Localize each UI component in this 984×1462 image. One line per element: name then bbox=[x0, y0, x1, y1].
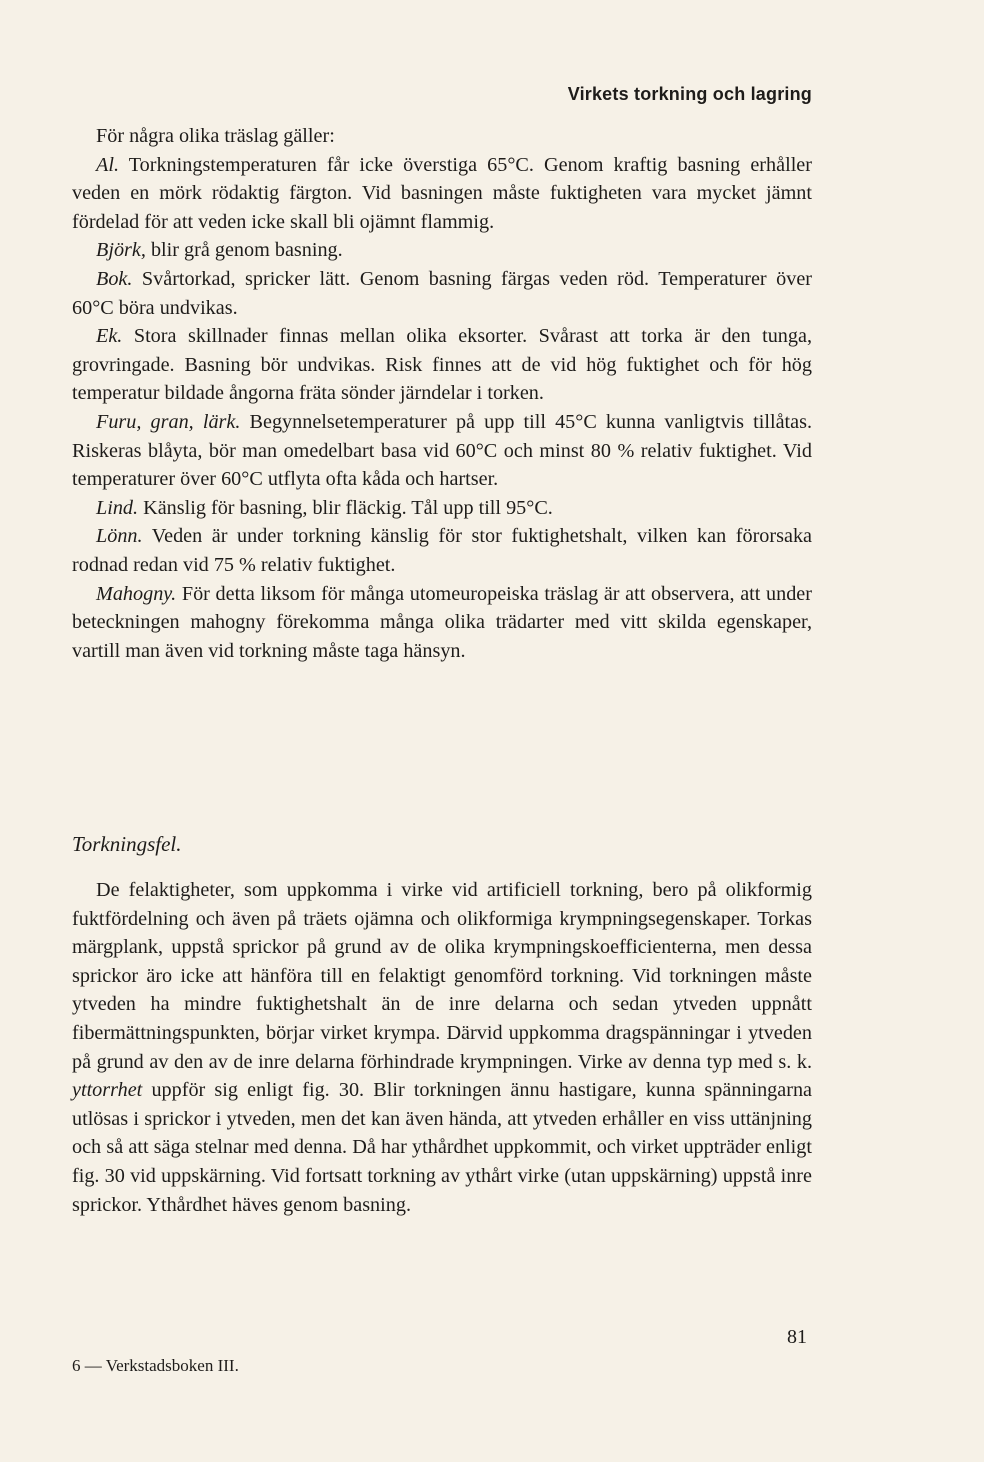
entry-ek bbox=[72, 322, 812, 408]
section-text: De felaktigheter, som uppkomma i virke vid artificiell torkning, bero på olikformig fuktfördelning och även på träets ojämna och olikformiga krympningsegenskaper. Torkas märgplank, uppstå sprickor på grund av de olika krympningskoefficienterna, men dessa sprickor äro icke att hänföra till en felaktigt genomförd torkning. Vid torkningen måste ytveden ha mindre fuktighetshalt än de inre delarna och sedan ytveden uppnått fibermättningspunkten, börjar virket krympa. Därvid uppkomma dragspänningar i ytveden på grund av den av de inre delarna förhindrade krympningen. Virke av denna typ med s. k. bbox=[72, 879, 812, 1073]
section-body bbox=[72, 876, 812, 1219]
entry-term: Bok. bbox=[96, 267, 133, 290]
entry-term: Al. bbox=[96, 153, 119, 176]
printer-signature: 6 — Verkstadsboken III. bbox=[72, 1356, 239, 1375]
wood-species-list bbox=[72, 122, 812, 665]
entry-term: Björk, bbox=[96, 239, 146, 262]
running-head: Virkets torkning och lagring bbox=[567, 84, 812, 104]
entry-mahogny bbox=[72, 580, 812, 666]
section-term-yttorrhet: yttorrhet bbox=[72, 1079, 143, 1102]
entry-text: Svårtorkad, spricker lätt. Genom basning färgas veden röd. Temperaturer över 60°C böra undvikas. bbox=[72, 267, 812, 319]
entry-text: Veden är under torkning känslig för stor fuktighetshalt, vilken kan förorsaka rodnad redan vid 75 % relativ fuktighet. bbox=[72, 525, 812, 576]
entry-text: Stora skillnader finnas mellan olika eksorter. Svårast att torka är den tunga, grovringade. Basning bör undvikas. Risk finnes att de vid hög fuktighet och för hög temperatur bildade ångorna fräta sönder järndelar i torken. bbox=[72, 325, 812, 405]
entry-lonn bbox=[72, 522, 812, 579]
section-heading: Torkningsfel. bbox=[72, 832, 182, 856]
entry-bjork bbox=[72, 236, 812, 265]
intro-paragraph: För några olika träslag gäller: bbox=[96, 125, 335, 147]
entry-bok bbox=[72, 265, 812, 322]
entry-text: Känslig för basning, blir fläckig. Tål upp till 95°C. bbox=[138, 496, 553, 519]
entry-term: Ek. bbox=[96, 325, 123, 348]
section-text: uppför sig enligt fig. 30. Blir torkningen ännu hastigare, kunna spänningarna utlösas i sprickor i ytveden, men det kan även hända, att ytveden erhåller en viss uttänjning och så att säga stelnar med denna. Då har ythårdhet uppkommit, och virket uppträder enligt fig. 30 vid uppskärning. Vid fortsatt torkning av ythårt virke (utan uppskärning) uppstå inre sprickor. Ythårdhet häves genom basning. bbox=[72, 1079, 812, 1216]
entry-term: Furu, gran, lärk. bbox=[96, 410, 241, 433]
entry-al bbox=[72, 151, 812, 237]
entry-term: Lind. bbox=[96, 496, 139, 519]
entry-text: För detta liksom för många utomeuropeiska träslag är att observera, att under beteckningen mahogny förekomma många olika trädarter med vitt skilda egenskaper, vartill man även vid torkning måste taga hänsyn. bbox=[72, 582, 812, 662]
entry-furu-gran-lark bbox=[72, 408, 812, 494]
section-paragraph bbox=[72, 876, 812, 1219]
page-number: 81 bbox=[787, 1326, 807, 1348]
entry-text: Begynnelsetemperaturer på upp till 45°C kunna vanligtvis tillåtas. Riskeras blåyta, bör man omedelbart basa vid 60°C och minst 80 % relativ fuktighet. Vid temperaturer över 60°C utflyta ofta kåda och hartser. bbox=[72, 410, 812, 491]
entry-term: Mahogny. bbox=[96, 582, 177, 605]
entry-term: Lönn. bbox=[96, 525, 143, 548]
entry-lind bbox=[72, 494, 812, 523]
entry-text: Torkningstemperaturen får icke överstiga 65°C. Genom kraftig basning erhåller veden en mörk rödaktig färgton. Vid basningen måste fuktigheten vara mycket jämnt fördelad för att veden icke skall bli ojämnt flammig. bbox=[72, 153, 812, 233]
entry-text: blir grå genom basning. bbox=[145, 239, 343, 262]
